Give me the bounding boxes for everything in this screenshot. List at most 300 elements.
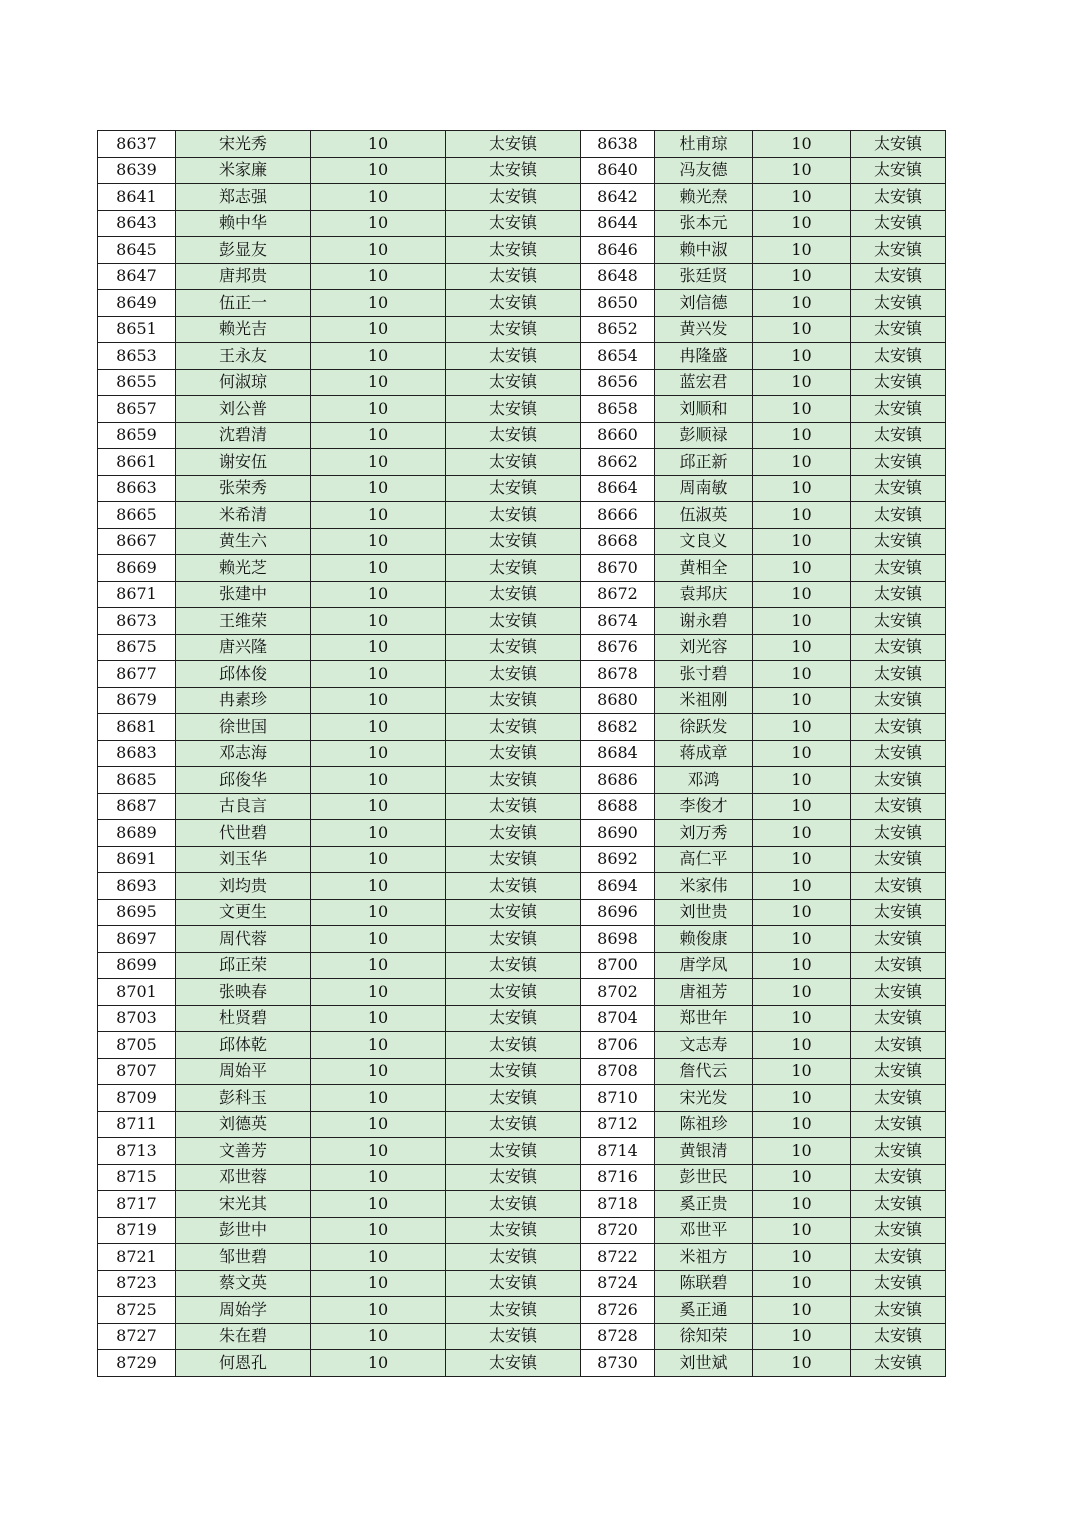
cell-value: 10 bbox=[753, 343, 851, 370]
cell-name: 陈祖珍 bbox=[655, 1111, 753, 1138]
cell-value: 10 bbox=[753, 767, 851, 794]
cell-town: 太安镇 bbox=[446, 1191, 581, 1218]
cell-id: 8645 bbox=[98, 237, 176, 264]
cell-id: 8663 bbox=[98, 475, 176, 502]
cell-id: 8667 bbox=[98, 528, 176, 555]
cell-id: 8699 bbox=[98, 952, 176, 979]
table-row bbox=[98, 237, 946, 264]
cell-name: 周始学 bbox=[176, 1297, 311, 1324]
cell-town: 太安镇 bbox=[446, 979, 581, 1006]
cell-town: 太安镇 bbox=[446, 846, 581, 873]
cell-name: 伍正一 bbox=[176, 290, 311, 317]
cell-value: 10 bbox=[311, 740, 446, 767]
cell-name: 张寸碧 bbox=[655, 661, 753, 688]
table-row bbox=[98, 687, 946, 714]
cell-id: 8695 bbox=[98, 899, 176, 926]
table-row bbox=[98, 952, 946, 979]
cell-id: 8675 bbox=[98, 634, 176, 661]
cell-id: 8717 bbox=[98, 1191, 176, 1218]
cell-town: 太安镇 bbox=[446, 793, 581, 820]
cell-id: 8720 bbox=[581, 1217, 655, 1244]
cell-town: 太安镇 bbox=[446, 952, 581, 979]
cell-value: 10 bbox=[311, 1270, 446, 1297]
table-row bbox=[98, 714, 946, 741]
cell-name: 邓鸿 bbox=[655, 767, 753, 794]
cell-name: 米家伟 bbox=[655, 873, 753, 900]
cell-town: 太安镇 bbox=[851, 1032, 946, 1059]
cell-value: 10 bbox=[753, 1270, 851, 1297]
cell-name: 宋光其 bbox=[176, 1191, 311, 1218]
cell-name: 邱体俊 bbox=[176, 661, 311, 688]
cell-town: 太安镇 bbox=[851, 475, 946, 502]
cell-id: 8707 bbox=[98, 1058, 176, 1085]
table-row bbox=[98, 1323, 946, 1350]
cell-id: 8727 bbox=[98, 1323, 176, 1350]
cell-name: 邹世碧 bbox=[176, 1244, 311, 1271]
roster-table bbox=[97, 130, 946, 1377]
cell-name: 奚正贵 bbox=[655, 1191, 753, 1218]
cell-town: 太安镇 bbox=[851, 767, 946, 794]
cell-name: 黄兴发 bbox=[655, 316, 753, 343]
cell-name: 赖光吉 bbox=[176, 316, 311, 343]
cell-value: 10 bbox=[311, 820, 446, 847]
cell-town: 太安镇 bbox=[446, 316, 581, 343]
table-row bbox=[98, 661, 946, 688]
cell-id: 8692 bbox=[581, 846, 655, 873]
cell-name: 宋光发 bbox=[655, 1085, 753, 1112]
cell-id: 8668 bbox=[581, 528, 655, 555]
cell-town: 太安镇 bbox=[446, 396, 581, 423]
cell-id: 8650 bbox=[581, 290, 655, 317]
cell-name: 邓世蓉 bbox=[176, 1164, 311, 1191]
cell-id: 8659 bbox=[98, 422, 176, 449]
cell-id: 8660 bbox=[581, 422, 655, 449]
cell-town: 太安镇 bbox=[446, 157, 581, 184]
cell-value: 10 bbox=[753, 873, 851, 900]
cell-town: 太安镇 bbox=[446, 131, 581, 158]
table-row bbox=[98, 899, 946, 926]
cell-name: 古良言 bbox=[176, 793, 311, 820]
cell-value: 10 bbox=[753, 369, 851, 396]
cell-value: 10 bbox=[311, 581, 446, 608]
table-row bbox=[98, 740, 946, 767]
cell-value: 10 bbox=[311, 184, 446, 211]
cell-id: 8693 bbox=[98, 873, 176, 900]
cell-name: 蒋成章 bbox=[655, 740, 753, 767]
cell-value: 10 bbox=[753, 634, 851, 661]
cell-value: 10 bbox=[311, 873, 446, 900]
cell-town: 太安镇 bbox=[446, 661, 581, 688]
cell-id: 8666 bbox=[581, 502, 655, 529]
cell-name: 高仁平 bbox=[655, 846, 753, 873]
cell-value: 10 bbox=[311, 634, 446, 661]
cell-id: 8652 bbox=[581, 316, 655, 343]
cell-value: 10 bbox=[311, 846, 446, 873]
cell-name: 何淑琼 bbox=[176, 369, 311, 396]
table-row bbox=[98, 767, 946, 794]
cell-town: 太安镇 bbox=[851, 157, 946, 184]
cell-name: 张廷贤 bbox=[655, 263, 753, 290]
cell-id: 8722 bbox=[581, 1244, 655, 1271]
table-row bbox=[98, 1111, 946, 1138]
cell-value: 10 bbox=[311, 1244, 446, 1271]
cell-id: 8679 bbox=[98, 687, 176, 714]
cell-id: 8730 bbox=[581, 1350, 655, 1377]
cell-id: 8672 bbox=[581, 581, 655, 608]
cell-town: 太安镇 bbox=[446, 1350, 581, 1377]
cell-value: 10 bbox=[753, 714, 851, 741]
cell-id: 8696 bbox=[581, 899, 655, 926]
cell-value: 10 bbox=[311, 899, 446, 926]
cell-name: 郑世年 bbox=[655, 1005, 753, 1032]
cell-id: 8673 bbox=[98, 608, 176, 635]
cell-id: 8640 bbox=[581, 157, 655, 184]
cell-value: 10 bbox=[753, 1244, 851, 1271]
cell-name: 冯友德 bbox=[655, 157, 753, 184]
cell-town: 太安镇 bbox=[446, 555, 581, 582]
cell-name: 邱正新 bbox=[655, 449, 753, 476]
cell-id: 8657 bbox=[98, 396, 176, 423]
cell-value: 10 bbox=[753, 1111, 851, 1138]
cell-value: 10 bbox=[753, 502, 851, 529]
cell-town: 太安镇 bbox=[446, 1270, 581, 1297]
cell-value: 10 bbox=[311, 1297, 446, 1324]
cell-value: 10 bbox=[753, 396, 851, 423]
cell-id: 8656 bbox=[581, 369, 655, 396]
cell-town: 太安镇 bbox=[851, 343, 946, 370]
cell-id: 8665 bbox=[98, 502, 176, 529]
cell-value: 10 bbox=[311, 157, 446, 184]
cell-id: 8687 bbox=[98, 793, 176, 820]
cell-town: 太安镇 bbox=[851, 555, 946, 582]
cell-value: 10 bbox=[311, 1085, 446, 1112]
cell-id: 8669 bbox=[98, 555, 176, 582]
cell-town: 太安镇 bbox=[851, 793, 946, 820]
cell-value: 10 bbox=[753, 1217, 851, 1244]
cell-name: 赖俊康 bbox=[655, 926, 753, 953]
table-row bbox=[98, 290, 946, 317]
cell-name: 刘公普 bbox=[176, 396, 311, 423]
cell-town: 太安镇 bbox=[851, 210, 946, 237]
table-row bbox=[98, 1191, 946, 1218]
cell-id: 8714 bbox=[581, 1138, 655, 1165]
cell-name: 刘顺和 bbox=[655, 396, 753, 423]
cell-town: 太安镇 bbox=[851, 1191, 946, 1218]
cell-town: 太安镇 bbox=[446, 899, 581, 926]
cell-id: 8702 bbox=[581, 979, 655, 1006]
cell-town: 太安镇 bbox=[446, 1138, 581, 1165]
cell-town: 太安镇 bbox=[446, 634, 581, 661]
cell-value: 10 bbox=[753, 449, 851, 476]
cell-name: 张建中 bbox=[176, 581, 311, 608]
cell-id: 8690 bbox=[581, 820, 655, 847]
cell-name: 彭世民 bbox=[655, 1164, 753, 1191]
cell-town: 太安镇 bbox=[446, 290, 581, 317]
cell-name: 米祖刚 bbox=[655, 687, 753, 714]
cell-value: 10 bbox=[311, 1323, 446, 1350]
cell-id: 8708 bbox=[581, 1058, 655, 1085]
cell-name: 谢安伍 bbox=[176, 449, 311, 476]
cell-name: 张映春 bbox=[176, 979, 311, 1006]
cell-name: 米祖方 bbox=[655, 1244, 753, 1271]
cell-town: 太安镇 bbox=[851, 449, 946, 476]
cell-town: 太安镇 bbox=[851, 1164, 946, 1191]
cell-id: 8697 bbox=[98, 926, 176, 953]
table-row bbox=[98, 1350, 946, 1377]
cell-id: 8651 bbox=[98, 316, 176, 343]
cell-id: 8694 bbox=[581, 873, 655, 900]
cell-name: 代世碧 bbox=[176, 820, 311, 847]
cell-name: 赖中华 bbox=[176, 210, 311, 237]
cell-id: 8676 bbox=[581, 634, 655, 661]
cell-value: 10 bbox=[753, 926, 851, 953]
cell-id: 8704 bbox=[581, 1005, 655, 1032]
cell-name: 彭顺禄 bbox=[655, 422, 753, 449]
cell-name: 杜贤碧 bbox=[176, 1005, 311, 1032]
cell-id: 8713 bbox=[98, 1138, 176, 1165]
cell-value: 10 bbox=[753, 210, 851, 237]
cell-town: 太安镇 bbox=[851, 184, 946, 211]
table-row bbox=[98, 926, 946, 953]
cell-name: 文志寿 bbox=[655, 1032, 753, 1059]
table-row bbox=[98, 369, 946, 396]
cell-value: 10 bbox=[311, 1350, 446, 1377]
cell-id: 8726 bbox=[581, 1297, 655, 1324]
table-row bbox=[98, 422, 946, 449]
cell-value: 10 bbox=[753, 979, 851, 1006]
cell-name: 刘万秀 bbox=[655, 820, 753, 847]
cell-town: 太安镇 bbox=[446, 1164, 581, 1191]
cell-value: 10 bbox=[311, 714, 446, 741]
cell-name: 文更生 bbox=[176, 899, 311, 926]
cell-name: 唐学凤 bbox=[655, 952, 753, 979]
cell-value: 10 bbox=[311, 1138, 446, 1165]
cell-value: 10 bbox=[753, 184, 851, 211]
cell-value: 10 bbox=[311, 422, 446, 449]
cell-town: 太安镇 bbox=[851, 396, 946, 423]
cell-town: 太安镇 bbox=[446, 608, 581, 635]
cell-id: 8671 bbox=[98, 581, 176, 608]
table-row bbox=[98, 528, 946, 555]
cell-town: 太安镇 bbox=[446, 740, 581, 767]
cell-value: 10 bbox=[311, 687, 446, 714]
cell-value: 10 bbox=[753, 608, 851, 635]
cell-name: 刘德英 bbox=[176, 1111, 311, 1138]
cell-value: 10 bbox=[311, 210, 446, 237]
table-row bbox=[98, 184, 946, 211]
cell-town: 太安镇 bbox=[446, 581, 581, 608]
cell-name: 沈碧清 bbox=[176, 422, 311, 449]
table-row bbox=[98, 316, 946, 343]
table-row bbox=[98, 1164, 946, 1191]
cell-name: 张荣秀 bbox=[176, 475, 311, 502]
cell-value: 10 bbox=[753, 581, 851, 608]
cell-name: 李俊才 bbox=[655, 793, 753, 820]
cell-id: 8662 bbox=[581, 449, 655, 476]
cell-id: 8647 bbox=[98, 263, 176, 290]
cell-value: 10 bbox=[753, 157, 851, 184]
table-row bbox=[98, 131, 946, 158]
cell-name: 邱体乾 bbox=[176, 1032, 311, 1059]
table-row bbox=[98, 449, 946, 476]
cell-name: 唐祖芳 bbox=[655, 979, 753, 1006]
cell-town: 太安镇 bbox=[851, 873, 946, 900]
roster-body bbox=[98, 131, 946, 1377]
cell-town: 太安镇 bbox=[446, 767, 581, 794]
cell-id: 8661 bbox=[98, 449, 176, 476]
cell-value: 10 bbox=[753, 1350, 851, 1377]
cell-town: 太安镇 bbox=[851, 528, 946, 555]
cell-town: 太安镇 bbox=[851, 316, 946, 343]
cell-id: 8724 bbox=[581, 1270, 655, 1297]
cell-id: 8681 bbox=[98, 714, 176, 741]
cell-name: 黄相全 bbox=[655, 555, 753, 582]
cell-id: 8674 bbox=[581, 608, 655, 635]
cell-id: 8642 bbox=[581, 184, 655, 211]
cell-town: 太安镇 bbox=[446, 528, 581, 555]
table-row bbox=[98, 873, 946, 900]
cell-id: 8716 bbox=[581, 1164, 655, 1191]
cell-id: 8710 bbox=[581, 1085, 655, 1112]
cell-town: 太安镇 bbox=[851, 1270, 946, 1297]
cell-value: 10 bbox=[753, 820, 851, 847]
cell-value: 10 bbox=[753, 1297, 851, 1324]
cell-name: 唐兴隆 bbox=[176, 634, 311, 661]
cell-value: 10 bbox=[311, 396, 446, 423]
cell-town: 太安镇 bbox=[446, 1244, 581, 1271]
cell-id: 8700 bbox=[581, 952, 655, 979]
cell-name: 刘光容 bbox=[655, 634, 753, 661]
table-row bbox=[98, 210, 946, 237]
cell-town: 太安镇 bbox=[851, 846, 946, 873]
cell-town: 太安镇 bbox=[446, 502, 581, 529]
table-row bbox=[98, 1244, 946, 1271]
cell-id: 8712 bbox=[581, 1111, 655, 1138]
cell-town: 太安镇 bbox=[851, 581, 946, 608]
cell-town: 太安镇 bbox=[851, 608, 946, 635]
cell-value: 10 bbox=[753, 528, 851, 555]
cell-name: 宋光秀 bbox=[176, 131, 311, 158]
cell-town: 太安镇 bbox=[446, 343, 581, 370]
cell-id: 8648 bbox=[581, 263, 655, 290]
cell-name: 米希清 bbox=[176, 502, 311, 529]
cell-value: 10 bbox=[311, 926, 446, 953]
cell-value: 10 bbox=[311, 449, 446, 476]
table-row bbox=[98, 979, 946, 1006]
cell-value: 10 bbox=[311, 343, 446, 370]
cell-name: 彭世中 bbox=[176, 1217, 311, 1244]
cell-id: 8721 bbox=[98, 1244, 176, 1271]
cell-id: 8664 bbox=[581, 475, 655, 502]
cell-id: 8683 bbox=[98, 740, 176, 767]
cell-name: 刘玉华 bbox=[176, 846, 311, 873]
cell-id: 8644 bbox=[581, 210, 655, 237]
table-row bbox=[98, 820, 946, 847]
cell-value: 10 bbox=[753, 793, 851, 820]
table-row bbox=[98, 608, 946, 635]
table-row bbox=[98, 555, 946, 582]
table-row bbox=[98, 1217, 946, 1244]
cell-value: 10 bbox=[753, 1323, 851, 1350]
cell-id: 8709 bbox=[98, 1085, 176, 1112]
cell-town: 太安镇 bbox=[851, 1085, 946, 1112]
cell-value: 10 bbox=[753, 475, 851, 502]
cell-town: 太安镇 bbox=[851, 1244, 946, 1271]
cell-name: 奚正通 bbox=[655, 1297, 753, 1324]
table-row bbox=[98, 502, 946, 529]
cell-id: 8688 bbox=[581, 793, 655, 820]
cell-town: 太安镇 bbox=[446, 369, 581, 396]
table-row bbox=[98, 157, 946, 184]
cell-value: 10 bbox=[753, 740, 851, 767]
cell-name: 冉隆盛 bbox=[655, 343, 753, 370]
cell-id: 8684 bbox=[581, 740, 655, 767]
table-row bbox=[98, 343, 946, 370]
cell-name: 郑志强 bbox=[176, 184, 311, 211]
cell-id: 8715 bbox=[98, 1164, 176, 1191]
cell-value: 10 bbox=[311, 608, 446, 635]
cell-value: 10 bbox=[311, 1191, 446, 1218]
cell-town: 太安镇 bbox=[851, 634, 946, 661]
cell-value: 10 bbox=[753, 1085, 851, 1112]
cell-id: 8719 bbox=[98, 1217, 176, 1244]
table-row bbox=[98, 396, 946, 423]
cell-name: 何恩孔 bbox=[176, 1350, 311, 1377]
cell-value: 10 bbox=[753, 846, 851, 873]
table-row bbox=[98, 634, 946, 661]
cell-town: 太安镇 bbox=[851, 1111, 946, 1138]
cell-town: 太安镇 bbox=[851, 820, 946, 847]
cell-value: 10 bbox=[753, 1005, 851, 1032]
cell-name: 唐邦贵 bbox=[176, 263, 311, 290]
cell-name: 刘世贵 bbox=[655, 899, 753, 926]
cell-name: 彭显友 bbox=[176, 237, 311, 264]
cell-value: 10 bbox=[311, 502, 446, 529]
cell-town: 太安镇 bbox=[851, 131, 946, 158]
cell-id: 8698 bbox=[581, 926, 655, 953]
cell-id: 8718 bbox=[581, 1191, 655, 1218]
table-row bbox=[98, 1297, 946, 1324]
cell-value: 10 bbox=[311, 290, 446, 317]
cell-value: 10 bbox=[311, 316, 446, 343]
cell-town: 太安镇 bbox=[851, 1058, 946, 1085]
cell-town: 太安镇 bbox=[851, 290, 946, 317]
cell-value: 10 bbox=[753, 1032, 851, 1059]
cell-town: 太安镇 bbox=[446, 873, 581, 900]
cell-id: 8682 bbox=[581, 714, 655, 741]
cell-id: 8711 bbox=[98, 1111, 176, 1138]
cell-id: 8723 bbox=[98, 1270, 176, 1297]
cell-name: 徐知荣 bbox=[655, 1323, 753, 1350]
cell-name: 文善芳 bbox=[176, 1138, 311, 1165]
cell-name: 刘信德 bbox=[655, 290, 753, 317]
cell-town: 太安镇 bbox=[851, 661, 946, 688]
cell-town: 太安镇 bbox=[851, 979, 946, 1006]
cell-id: 8677 bbox=[98, 661, 176, 688]
cell-name: 赖光芝 bbox=[176, 555, 311, 582]
cell-id: 8691 bbox=[98, 846, 176, 873]
cell-id: 8641 bbox=[98, 184, 176, 211]
cell-id: 8653 bbox=[98, 343, 176, 370]
cell-name: 文良义 bbox=[655, 528, 753, 555]
cell-name: 杜甫琼 bbox=[655, 131, 753, 158]
cell-town: 太安镇 bbox=[851, 237, 946, 264]
cell-value: 10 bbox=[311, 263, 446, 290]
cell-id: 8678 bbox=[581, 661, 655, 688]
cell-value: 10 bbox=[753, 1191, 851, 1218]
cell-id: 8646 bbox=[581, 237, 655, 264]
cell-name: 张本元 bbox=[655, 210, 753, 237]
